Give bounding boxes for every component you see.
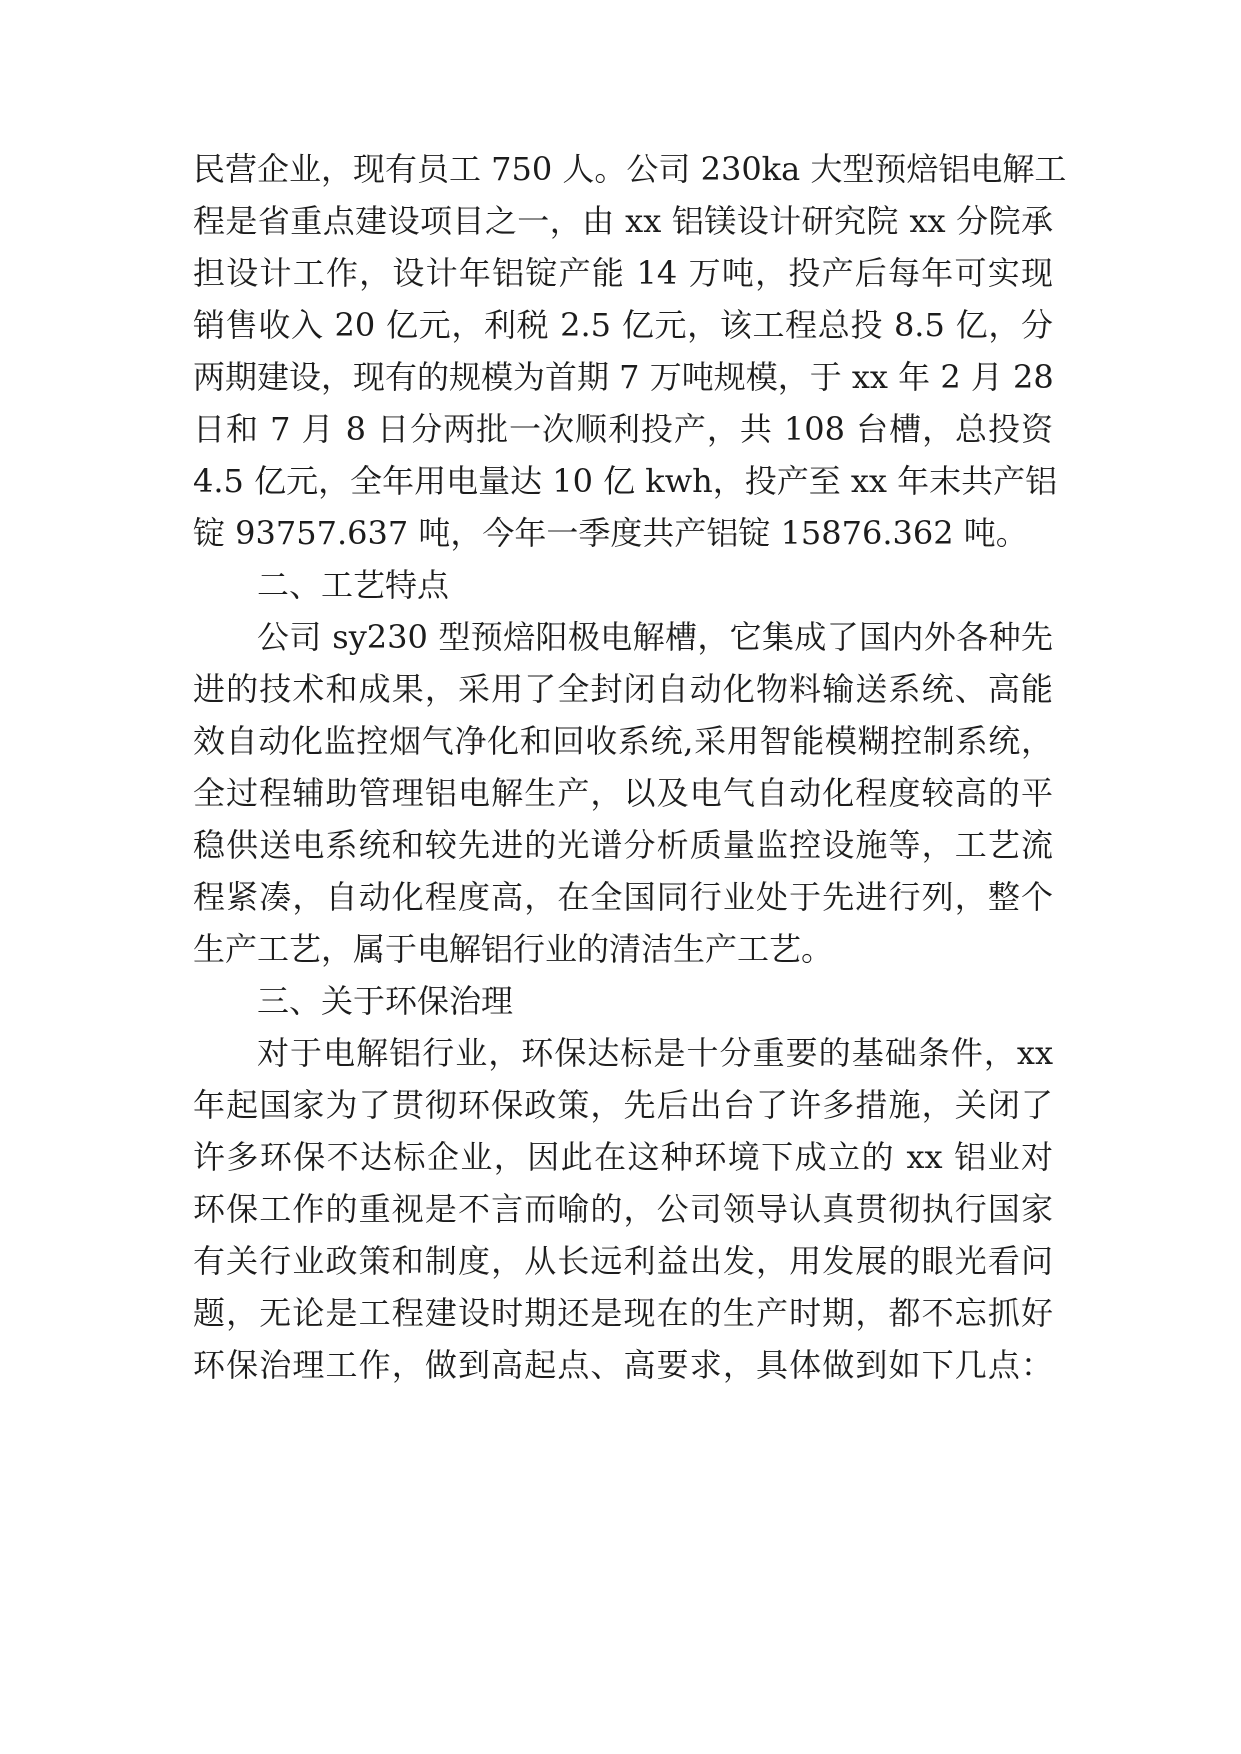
paragraph-3-line-6: 题，无论是工程建设时期还是现在的生产时期，都不忘抓好 <box>193 1294 1053 1332</box>
paragraph-3-line-1: 对于电解铝行业，环保达标是十分重要的基础条件，xx <box>257 1034 1053 1072</box>
paragraph-2-line-6: 程紧凑，自动化程度高，在全国同行业处于先进行列，整个 <box>193 878 1053 916</box>
paragraph-3-line-3: 许多环保不达标企业，因此在这种环境下成立的 xx 铝业对 <box>193 1138 1053 1176</box>
paragraph-3-line-5: 有关行业政策和制度，从长远利益出发，用发展的眼光看问 <box>193 1242 1053 1280</box>
paragraph-1-line-2: 程是省重点建设项目之一，由 xx 铝镁设计研究院 xx 分院承 <box>193 202 1053 240</box>
paragraph-2-line-5: 稳供送电系统和较先进的光谱分析质量监控设施等，工艺流 <box>193 826 1053 864</box>
paragraph-2-line-1: 公司 sy230 型预焙阳极电解槽，它集成了国内外各种先 <box>257 618 1053 656</box>
paragraph-1-line-7: 4.5 亿元，全年用电量达 10 亿 kwh，投产至 xx 年末共产铝 <box>193 462 1058 500</box>
paragraph-3-line-7: 环保治理工作，做到高起点、高要求，具体做到如下几点： <box>193 1346 1053 1384</box>
paragraph-1-line-1: 民营企业，现有员工 750 人。公司 230ka 大型预焙铝电解工 <box>193 150 1067 188</box>
section-heading-2: 二、工艺特点 <box>257 566 450 604</box>
paragraph-3-line-4: 环保工作的重视是不言而喻的，公司领导认真贯彻执行国家 <box>193 1190 1053 1228</box>
paragraph-2-line-4: 全过程辅助管理铝电解生产，以及电气自动化程度较高的平 <box>193 774 1053 812</box>
paragraph-1-line-8: 锭 93757.637 吨，今年一季度共产铝锭 15876.362 吨。 <box>193 514 1028 552</box>
paragraph-1-line-4: 销售收入 20 亿元，利税 2.5 亿元，该工程总投 8.5 亿，分 <box>193 306 1053 344</box>
paragraph-3-line-2: 年起国家为了贯彻环保政策，先后出台了许多措施，关闭了 <box>193 1086 1053 1124</box>
section-heading-3: 三、关于环保治理 <box>257 982 514 1020</box>
paragraph-2-line-3: 效自动化监控烟气净化和回收系统,采用智能模糊控制系统， <box>193 722 1053 760</box>
paragraph-2-line-2: 进的技术和成果，采用了全封闭自动化物料输送系统、高能 <box>193 670 1053 708</box>
paragraph-1-line-5: 两期建设，现有的规模为首期 7 万吨规模，于 xx 年 2 月 28 <box>193 358 1054 396</box>
paragraph-2-line-7: 生产工艺，属于电解铝行业的清洁生产工艺。 <box>193 930 834 968</box>
paragraph-1-line-6: 日和 7 月 8 日分两批一次顺利投产，共 108 台槽，总投资 <box>193 410 1053 448</box>
paragraph-1-line-3: 担设计工作，设计年铝锭产能 14 万吨，投产后每年可实现 <box>193 254 1053 292</box>
